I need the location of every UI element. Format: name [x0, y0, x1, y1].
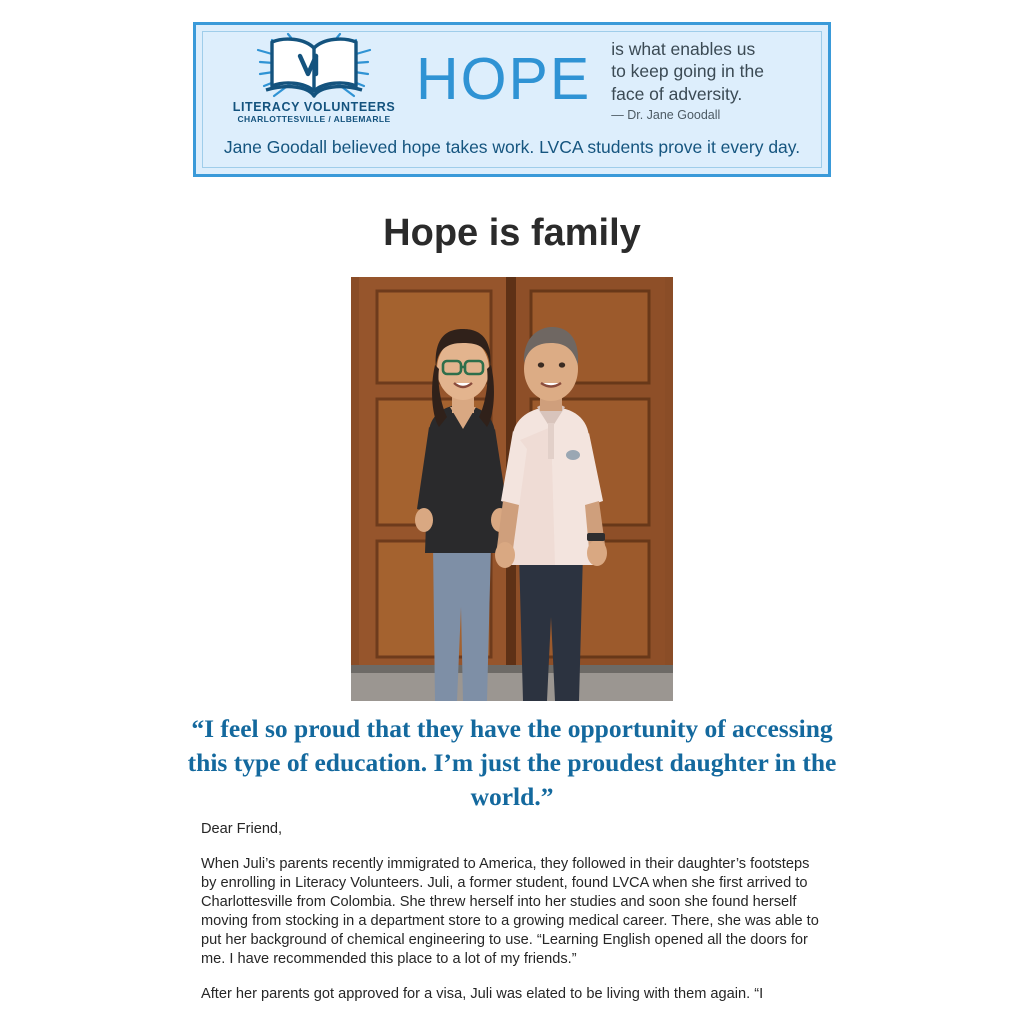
- pull-quote: “I feel so proud that they have the opportunity of accessing this type of education. I’m just the proudest daughter in the world.”: [187, 714, 837, 812]
- logo-org-name: LITERACY VOLUNTEERS: [232, 100, 396, 114]
- goodall-quote: [611, 36, 764, 122]
- photo-illustration: [351, 277, 673, 701]
- letter-paragraph-2: After her parents got approved for a visa, Juli was elated to be living with them again. “I: [201, 985, 764, 1002]
- quote-line-1: is what enables us: [611, 38, 756, 59]
- letter-body: [201, 820, 823, 1004]
- open-book-icon: [264, 34, 364, 98]
- quote-line-3: face of adversity.: [611, 83, 743, 104]
- lvca-logo: [230, 28, 398, 130]
- story-photo: [351, 277, 673, 701]
- quote-attribution: — Dr. Jane Goodall: [611, 108, 721, 123]
- logo-org-region: CHARLOTTESVILLE / ALBEMARLE: [237, 114, 391, 124]
- letter-salutation: Dear Friend,: [201, 821, 283, 837]
- hope-wordmark: HOPE: [416, 45, 592, 112]
- header-banner: [193, 22, 831, 177]
- letter-paragraph-1: When Juli’s parents recently immigrated to America, they followed in their daughter’s footsteps by enrolling in Literacy Volunteers. Juli, a former student, found LVCA when she first arrived to Charlottesville from Colombia. She threw herself into her studies and soon she found herself moving from stocking in a department store to a growing medical career. There, she was able to put her background of chemical engineering to use. “Learning English opened all the doors for me. I have recommended this place to a lot of my friends.”: [201, 855, 819, 967]
- quote-line-2: to keep going in the: [611, 61, 764, 82]
- banner-top-row: [196, 25, 828, 133]
- banner-tagline: Jane Goodall believed hope takes work. LVCA students prove it every day.: [223, 137, 801, 157]
- page-title: Hope is family: [383, 212, 641, 254]
